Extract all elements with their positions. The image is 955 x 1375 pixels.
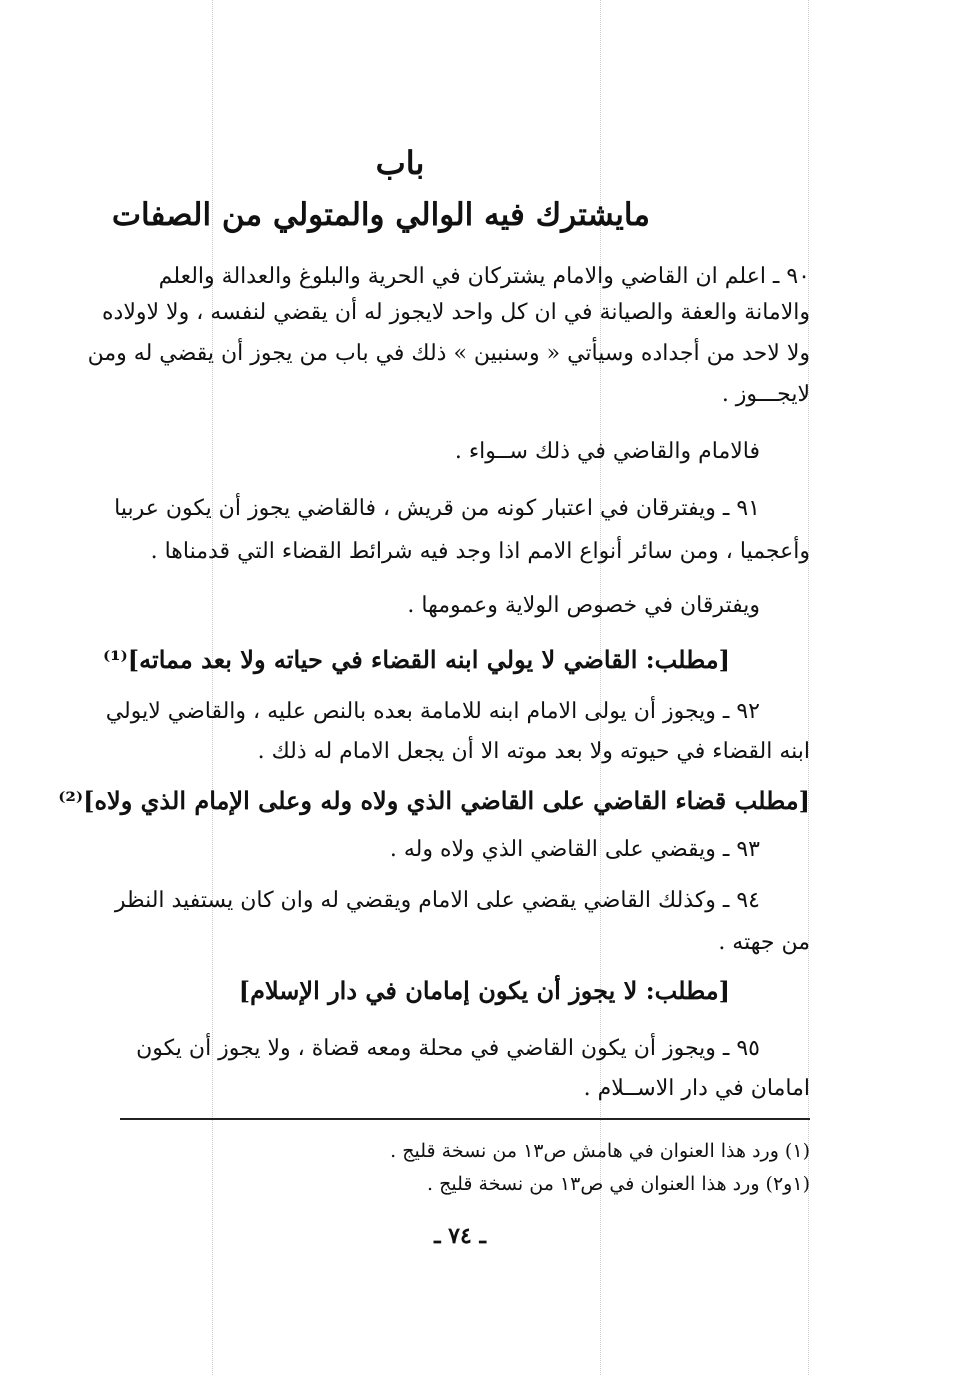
paragraph-90-conclusion: فالامام والقاضي في ذلك ســواء . <box>454 439 760 464</box>
section-heading-1: [مطلب: القاضي لا يولي ابنه القضاء في حياته ولا بعد مماته]⁽¹⁾ <box>102 645 730 674</box>
paragraph-90-line-1: ٩٠ ـ اعلم ان القاضي والامام يشتركان في الحرية والبلوغ والعدالة والعلم <box>158 264 810 289</box>
paragraph-90-line-3: ولا لاحد من أجداده وسيأتي « وسنبين » ذلك في باب من يجوز أن يقضي له ومن <box>87 341 810 366</box>
footnote-2: (١و٢) ورد هذا العنوان في ص١٣ من نسخة قليج . <box>427 1173 810 1195</box>
paragraph-94-line-1: ٩٤ ـ وكذلك القاضي يقضي على الامام ويقضي له وان كان يستفيد النظر <box>114 888 760 913</box>
paragraph-90-line-2: والامانة والعفة والصيانة في ان كل واحد لايجوز له أن يقضي لنفسه ، ولا لاولاده <box>102 300 810 325</box>
footnote-divider <box>120 1118 810 1120</box>
section-heading-3: [مطلب: لا يجوز أن يكون إمامان في دار الإسلام] <box>238 976 730 1005</box>
scan-guide-line <box>808 0 809 1375</box>
paragraph-93: ٩٣ ـ ويقضي على القاضي الذي ولاه وله . <box>389 837 760 862</box>
paragraph-91-line-1: ٩١ ـ ويفترقان في اعتبار كونه من قريش ، فالقاضي يجوز أن يكون عربيا <box>114 496 760 521</box>
paragraph-94-line-2: من جهته . <box>718 930 810 955</box>
page-number: ـ ٧٤ ـ <box>434 1223 486 1249</box>
chapter-label: باب <box>375 144 425 182</box>
paragraph-91-continuation: ويفترقان في خصوص الولاية وعمومها . <box>407 593 760 618</box>
chapter-title: مايشترك فيه الوالي والمتولي من الصفات <box>111 197 650 233</box>
paragraph-95-line-1: ٩٥ ـ ويجوز أن يكون القاضي في محلة ومعه قضاة ، ولا يجوز أن يكون <box>136 1036 760 1061</box>
paragraph-90-line-4: لايجـــوز . <box>721 382 810 407</box>
paragraph-95-line-2: امامان في دار الاســلام . <box>583 1076 810 1101</box>
paragraph-92-line-2: ابنه القضاء في حيوته ولا بعد موته الا أن يجعل الامام له ذلك . <box>257 739 810 764</box>
footnote-1: (١) ورد هذا العنوان في هامش ص١٣ من نسخة قليج . <box>390 1140 810 1162</box>
paragraph-91-line-2: وأعجميا ، ومن سائر أنواع الامم اذا وجد فيه شرائط القضاء التي قدمناها . <box>150 539 810 564</box>
section-heading-2: [مطلب قضاء القاضي على القاضي الذي ولاه وله وعلى الإمام الذي ولاه]⁽²⁾ <box>58 786 810 815</box>
paragraph-92-line-1: ٩٢ ـ ويجوز أن يولى الامام ابنه للامامة بعده بالنص عليه ، والقاضي لايولي <box>105 699 760 724</box>
